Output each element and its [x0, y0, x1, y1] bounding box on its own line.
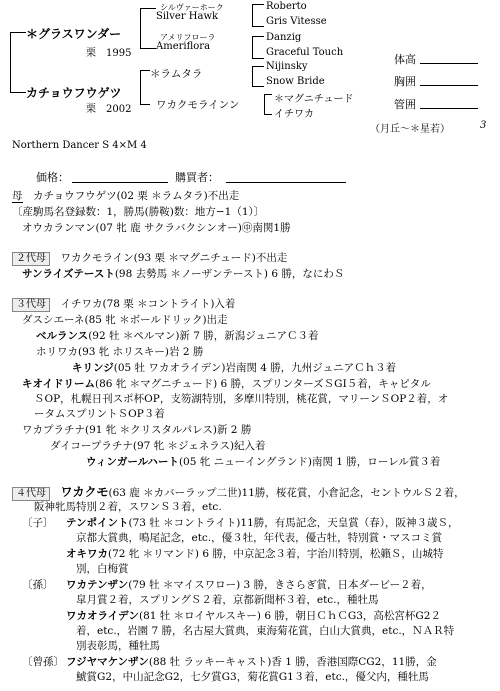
sss-name: Roberto	[266, 1, 307, 12]
ssd-name: Gris Vitesse	[266, 16, 327, 27]
gen3-tag: ３代母	[12, 298, 50, 312]
sd-name: Ameriflora	[156, 41, 211, 52]
price-label: 価格：	[36, 171, 69, 184]
gen3-l5-name: キリンジ	[72, 362, 114, 374]
gen3-line1: イチワカ(78 栗 ＊コントライト)入着	[60, 298, 236, 310]
gen3-l3-name: ベルランス	[36, 330, 89, 342]
gen3-l11-name: ウィンガールハート	[86, 456, 179, 468]
gen4-k2: 京都大賞典，鳴尾記念，etc.，優３牡，年代表，優古牡，特別賞・マスコミ賞	[76, 532, 443, 544]
gen4-m3-name: ワカオライデン	[66, 610, 139, 622]
dss-name: Nijinsky	[266, 61, 308, 72]
gen4-m1-name: ワカテンザン	[66, 579, 129, 591]
page-number: 3	[480, 120, 487, 131]
gen4-h2: 鯱賞G2，中山記念G2，七夕賞G3，菊花賞G1３着，etc.，優父内，種牡馬	[76, 671, 429, 683]
gen4-k1-rest: (73 牡 ＊コントライト)11勝，有馬記念，天皇賞（春），阪神３歳Ｓ，	[128, 517, 459, 529]
gen4-k3-name: オキワカ	[66, 548, 108, 560]
dam-detail: 栗 2002	[86, 104, 132, 115]
gen4-l1-name: ワカクモ	[60, 485, 109, 499]
sdd-name: Graceful Touch	[266, 47, 344, 58]
height-label: 体高	[394, 53, 416, 66]
ddd-name: イチワカ	[274, 109, 314, 120]
dam-tag: 母	[12, 190, 23, 202]
sire-name: ＊グラスワンダー	[26, 27, 122, 41]
dam-name: カチョウフウゲツ	[26, 86, 122, 100]
sd-kana: アメリフローラ	[160, 33, 216, 42]
dds-name: ＊マグニチュード	[274, 94, 354, 105]
cannon-label: 管囲	[394, 98, 416, 111]
gen3-l7: ＳOP，札幌日刊スポ杯OP，支笏湖特別，多摩川特別，桃花賞，マリーンＳOP２着，オ	[34, 393, 449, 405]
gen4-m3-rest: (81 牡 ＊ロイヤルスキー) 6 勝，朝日ＣｈＣG3，高松宮杯G2２	[138, 610, 441, 622]
gen4-m4: 着，etc.，岩園 7 勝，名古屋大賞典，東海菊花賞，白山大賞典，etc.，ＮＡＲ特	[76, 625, 455, 637]
dd-name: ワカクモラインン	[156, 99, 240, 111]
dam-line2: 〔産駒馬名登録数：1，勝馬(勝鞍)数：地方−1（1）〕	[12, 206, 265, 218]
gen3-l9: ワカプラチナ(91 牝 ＊クリスタルパレス)新 2 勝	[22, 424, 252, 436]
gen3-l10: ダイコープラチナ(97 牝 ＊ジェネラス)紀入着	[50, 440, 266, 452]
gen4-m2: 皐月賞２着，スプリングＳ２着，京都新聞杯３着，etc.，種牡馬	[76, 594, 379, 606]
gen4-h1-name: フジヤマケンザン	[66, 656, 149, 668]
gen4-k4: 別，白梅賞	[76, 563, 129, 575]
price-field[interactable]	[72, 182, 168, 183]
dsd-name: Snow Bride	[266, 76, 325, 87]
gen2-line1: ワカクモライン(93 栗 ＊マグニチュード)不出走	[60, 252, 288, 264]
ss-kana: シルヴァーホーク	[160, 3, 224, 12]
gen3-l5-rest: (05 牡 ワカオライデン)岩南関 4 勝，九州ジュニアＣｈ３着	[113, 362, 397, 374]
girth-label: 胸囲	[394, 75, 416, 88]
origin-note: （月丘〜＊星若）	[370, 124, 450, 135]
dam-line1: カチョウフウゲツ(02 栗 ＊ラムタラ)不出走	[33, 190, 240, 202]
ss-name: Silver Hawk	[156, 11, 219, 22]
gen2-child-name: サンライズテースト	[22, 268, 115, 280]
ds-name: ＊ラムタラ	[150, 68, 203, 80]
sire-detail: 栗 1995	[86, 48, 132, 59]
himago-tag: 〔曾孫〕	[22, 656, 64, 668]
gen3-l3-rest: (92 牡 ＊ペルマン)新 7 勝，新潟ジュニアＣ３着	[88, 330, 319, 342]
gen3-l2: ダスシエーネ(85 牝 ＊ボールドリック)出走	[22, 314, 228, 326]
sds-name: Danzig	[266, 32, 302, 43]
gen2-child-rest: (98 去勢馬 ＊ノーザンテースト) 6 勝，なにわＳ	[114, 268, 345, 280]
gen4-k3-rest: (72 牝 ＊リマンド) 6 勝，中京記念３着，宇治川特別，松籟Ｓ，山城特	[108, 548, 444, 560]
gen4-m1-rest: (79 牡 ＊マイスワロー) 3 勝，きさらぎ賞，日本ダービー２着，	[128, 579, 432, 591]
gen4-h1-rest: (88 牡 ラッキーキャスト)香 1 勝，香港国際CG2，11勝，金	[148, 656, 437, 668]
gen3-l6-name: キオイドリーム	[22, 378, 95, 390]
gen3-l6-rest: (86 牝 ＊マグニチュード) 6 勝，スプリンターズＳGⅠ５着，キャピタル	[94, 378, 431, 390]
gen4-m5: 別表彰馬，種牡馬	[76, 640, 160, 652]
buyer-label: 購買者：	[175, 171, 219, 184]
gen3-l4: ホリワカ(93 牝 ホリスキー)岩 2 勝	[36, 346, 204, 358]
gen4-k1-name: テンポイント	[66, 517, 129, 529]
ko-tag: 〔子〕	[22, 517, 54, 529]
buyer-field[interactable]	[226, 182, 346, 183]
gen2-tag: ２代母	[12, 252, 50, 266]
gen4-tag: ４代母	[12, 487, 50, 501]
gen4-l1-rest: (63 鹿 ＊カバーラップ二世)11勝，桜花賞，小倉記念，セントウルＳ２着，	[108, 487, 465, 499]
gen3-l11-rest: (05 牝 ニューイングランド)南関 1 勝，ローレル賞３着	[178, 456, 441, 468]
gen3-l8: ータムスプリントＳOP３着	[34, 408, 165, 420]
gen4-l2: 阪神牝馬特別２着，スワンＳ３着，etc.	[34, 501, 222, 513]
mago-tag: 〔孫〕	[22, 579, 54, 591]
dam-line3: オウカランマン(07 牝 鹿 サクラバクシンオー)㊥南関1勝	[22, 222, 291, 234]
inbreed-line: Northern Dancer S 4×M 4	[12, 140, 147, 151]
